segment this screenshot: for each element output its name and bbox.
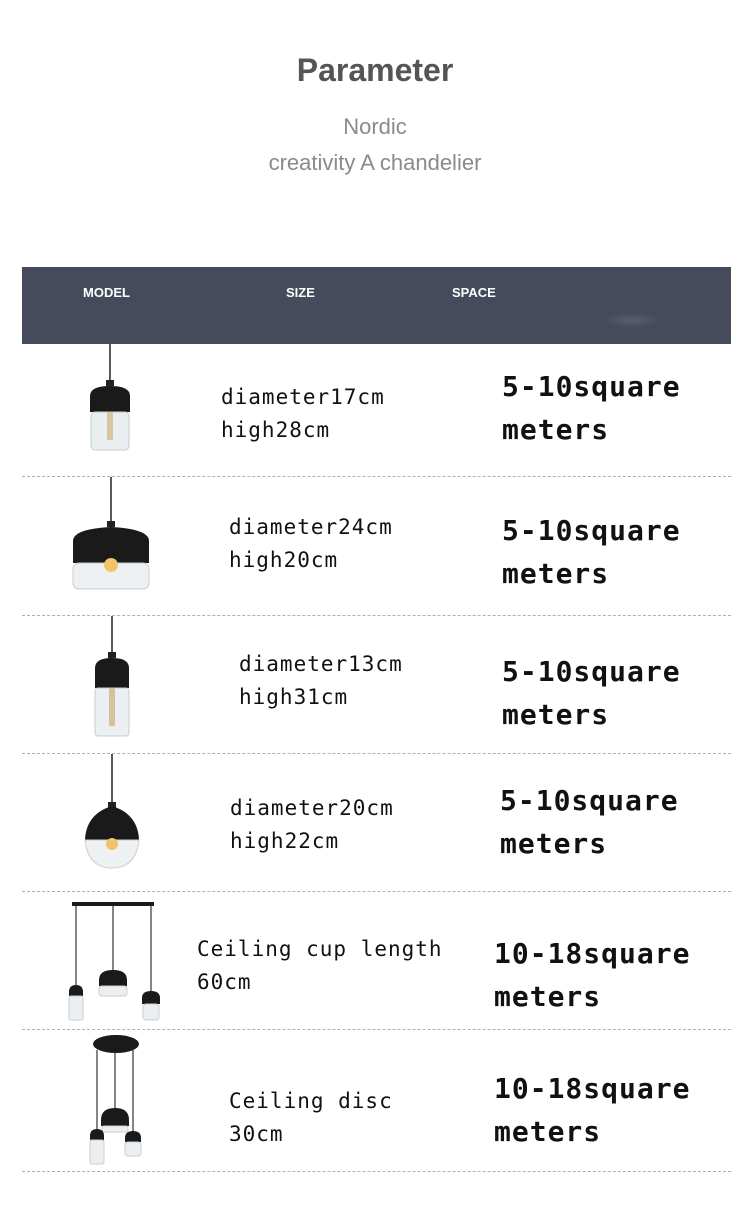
space-text: 5-10square meters [502, 655, 681, 731]
triple-bar-chandelier-icon [64, 898, 160, 1024]
size-text: diameter13cm high31cm [239, 652, 403, 709]
header-space: SPACE [452, 285, 496, 300]
space-text: 5-10square meters [500, 784, 679, 860]
size-text: diameter17cm high28cm [221, 385, 385, 442]
table-header [22, 267, 731, 344]
header-model: MODEL [83, 285, 130, 300]
tall-cylinder-pendant-lamp-icon [90, 616, 134, 740]
space-text: 5-10square meters [502, 514, 681, 590]
size-text: Ceiling cup length 60cm [197, 937, 443, 994]
header-glow-decoration [602, 313, 662, 327]
size-text: diameter20cm high22cm [230, 796, 394, 853]
triple-disc-chandelier-icon [84, 1032, 156, 1168]
header-size: SIZE [286, 285, 315, 300]
space-text: 5-10square meters [502, 370, 681, 446]
space-text: 10-18square meters [494, 1072, 691, 1148]
row-divider [22, 1029, 731, 1030]
space-text: 10-18square meters [494, 937, 691, 1013]
subtitle-line-1: Nordic [343, 114, 407, 139]
size-text: diameter24cm high20cm [229, 515, 393, 572]
wide-pendant-lamp-icon [70, 477, 152, 595]
globe-pendant-lamp-icon [80, 754, 144, 872]
row-divider [22, 1171, 731, 1172]
size-text: Ceiling disc 30cm [229, 1089, 393, 1146]
cylinder-pendant-lamp-icon [80, 344, 140, 456]
page-title: Parameter [296, 52, 454, 88]
row-divider [22, 891, 731, 892]
subtitle-line-2: creativity A chandelier [268, 150, 482, 175]
